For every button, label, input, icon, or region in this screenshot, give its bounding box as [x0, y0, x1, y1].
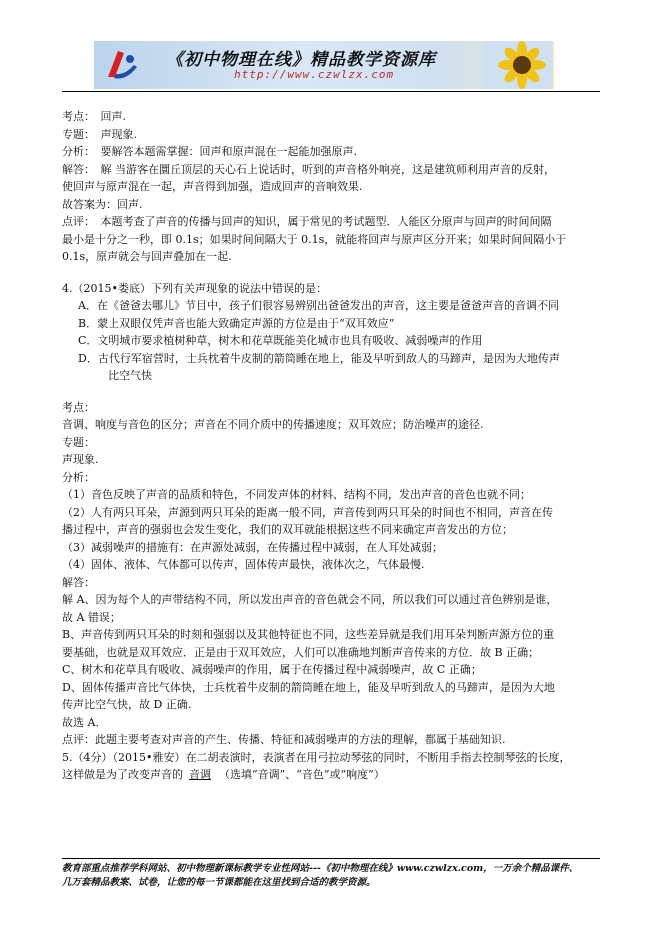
text-line: 最小是十分之一秒，即 0.1s；如果时间间隔大于 0.1s，就能将回声与原声区分开来；如果时间间隔小于: [62, 232, 567, 246]
text-line: B．蒙上双眼仅凭声音也能大致确定声源的方位是由于“双耳效应”: [78, 316, 395, 330]
text-line: 播过程中，声音的强弱也会发生变化，我们的双耳就能根据这些不同来确定声音发出的方位；: [62, 523, 513, 536]
sunflower-icon: [482, 41, 552, 89]
text-line: A．在《爸爸去哪儿》节目中，孩子们很容易辨别出爸爸发出的声音，这主要是爸爸声音的音调不同: [78, 299, 559, 312]
header-rule: [62, 91, 600, 92]
text-line: （2）人有两只耳朵，声源到两只耳朵的距离一般不同，声音传到两只耳朵的时间也不相同，声音在传: [62, 505, 553, 519]
q5-answer-blank: 音调: [189, 768, 211, 781]
text-line: D、固体传播声音比气体快，士兵枕着牛皮制的箭筒睡在地上，能及早听到敌人的马蹄声，是因为大地: [62, 680, 555, 694]
banner-url: http://www.czwlzx.com: [234, 68, 395, 81]
q5-text-after: （选填“音调”、“音色”或“响度”）: [219, 768, 385, 781]
text-line: 故选 A．: [62, 715, 107, 729]
text-line: （3）减弱噪声的措施有：在声源处减弱，在传播过程中减弱，在人耳处减弱；: [62, 540, 443, 554]
text-line: D．古代行军宿营时，士兵枕着牛皮制的箭筒睡在地上，能及早听到敌人的马蹄声，是因为大地传声: [78, 351, 560, 365]
banner-title: 《初中物理在线》精品教学资源库: [166, 50, 436, 70]
document-body: [62, 108, 600, 784]
footer-line-2: 几万套精品教案、试卷，让您的每一节课都能在这里找到合适的教学资源。: [62, 877, 376, 888]
text-line: 解答：: [62, 575, 95, 589]
text-line: 比空气快: [108, 369, 152, 382]
text-line: 点评： 本题考查了声音的传播与回声的知识，属于常见的考试题型．人能区分原声与回声的时间间隔: [62, 215, 552, 228]
text-line: B、声音传到两只耳朵的时刻和强弱以及其他特征也不同，这些差异就是我们用耳朵判断声源方位的重: [62, 628, 555, 641]
text-line: 要基础，也就是双耳效应．正是由于双耳效应，人们可以准确地判断声音传来的方位．故 B 正确；: [62, 645, 540, 659]
text-line: 故答案为：回声.: [62, 197, 143, 211]
text-line: C、树木和花草具有吸收、减弱噪声的作用，属于在传播过程中减弱噪声，故 C 正确；: [62, 663, 482, 676]
text-line: 考点： 回声.: [62, 110, 126, 123]
text-line: （1）音色反映了声音的品质和特色，不同发声体的材料、结构不同，发出声音的音色也就不同；: [62, 488, 531, 501]
text-line: 传声比空气快，故 D 正确.: [62, 698, 192, 711]
text-line: 解答： 解 当游客在圜丘顶层的天心石上说话时，听到的声音格外响亮，这是建筑师利用声音的反射，: [62, 162, 555, 176]
header-banner: [94, 41, 554, 89]
footer-rule: [62, 858, 600, 859]
text-line: （4）固体、液体、气体都可以传声，固体传声最快，液体次之，气体最慢.: [62, 558, 425, 571]
text-line: 点评：此题主要考查对声音的产生、传播、特征和减弱噪声的方法的理解，都属于基础知识.: [62, 733, 506, 746]
q5-answer-line: [62, 766, 600, 784]
paragraph-gap: [62, 385, 600, 399]
text-line: 0.1s，原声就会与回声叠加在一起.: [62, 250, 232, 263]
paragraph-gap: [62, 266, 600, 280]
text-line: 声现象.: [62, 453, 99, 466]
text-line: 分析：: [62, 470, 95, 484]
text-line: 解 A、因为每个人的声带结构不同，所以发出声音的音色就会不同，所以我们可以通过音色辨别是谁，: [62, 593, 558, 606]
page-footer: [62, 862, 600, 890]
site-logo-icon: [104, 47, 140, 83]
text-line: 4.（2015•娄底）下列有关声现象的说法中错误的是：: [62, 281, 327, 295]
text-line: 考点：: [62, 400, 95, 414]
text-line: 故 A 错误；: [62, 610, 121, 624]
text-line: C．文明城市要求植树种草，树木和花草既能美化城市也具有吸收、减弱噪声的作用: [78, 334, 483, 347]
text-line: 专题：: [62, 435, 95, 449]
text-line: 音调、响度与音色的区分；声音在不同介质中的传播速度；双耳效应；防治噪声的途径.: [62, 418, 484, 431]
text-line: 使回声与原声混在一起，声音得到加强，造成回声的音响效果.: [62, 180, 363, 193]
footer-line-1: 教育部重点推荐学科网站、初中物理新课标教学专业性网站---《初中物理在线》www.czwlzx.com，一万余个精品课件、: [62, 863, 579, 874]
text-line: 5.（4分）（2015•雅安）在二胡表演时，表演者在用弓拉动琴弦的同时，不断用手指去控制琴弦的长度，: [62, 750, 571, 764]
text-line: 专题： 声现象.: [62, 127, 137, 141]
text-line: 分析： 要解答本题需掌握：回声和原声混在一起能加强原声.: [62, 145, 357, 158]
q5-text-before: 这样做是为了改变声音的: [62, 768, 183, 781]
